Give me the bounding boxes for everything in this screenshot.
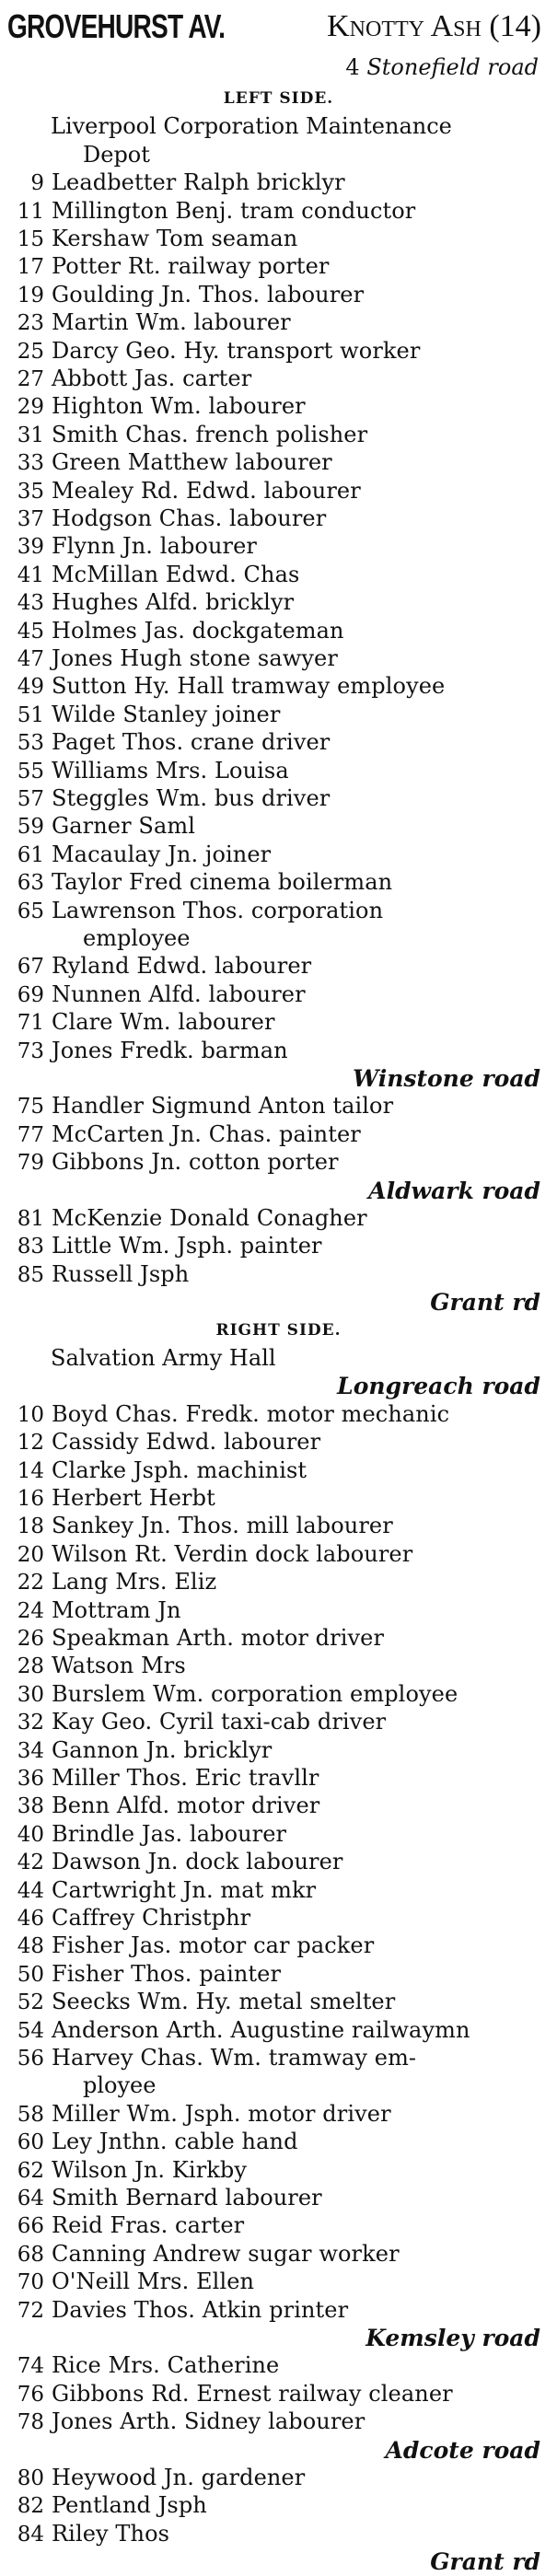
directory-entry <box>0 337 557 366</box>
directory-entry <box>0 2491 557 2520</box>
house-number: 80 <box>17 2466 44 2490</box>
resident-text: Riley Thos <box>52 2520 170 2547</box>
directory-entry <box>0 2100 557 2129</box>
house-number: 73 <box>17 1039 44 1063</box>
house-number: 76 <box>17 2382 44 2407</box>
resident-text: Garner Saml <box>52 813 195 840</box>
resident-text: Ryland Edwd. labourer <box>52 953 312 980</box>
resident-text: Taylor Fred cinema boilerman <box>52 869 393 896</box>
house-number: 47 <box>17 647 44 671</box>
directory-entry <box>0 1456 557 1485</box>
house-number: 82 <box>17 2494 44 2519</box>
resident-text: McMillan Edwd. Chas <box>52 561 300 587</box>
directory-entry <box>0 2296 557 2325</box>
resident-text: Martin Wm. labourer <box>52 309 291 336</box>
resident-text: Nunnen Alfd. labourer <box>52 981 306 1007</box>
district-name: Knotty Ash (14) <box>327 9 541 43</box>
house-number: 74 <box>17 2354 44 2379</box>
house-number: 30 <box>17 1682 44 1707</box>
resident-text: Flynn Jn. labourer <box>52 533 257 560</box>
resident-text: Clare Wm. labourer <box>52 1009 275 1036</box>
house-number: 43 <box>17 591 44 616</box>
house-number: 63 <box>17 871 44 896</box>
house-number: 27 <box>17 367 44 391</box>
house-number: 32 <box>17 1711 44 1735</box>
directory-entry <box>0 392 557 421</box>
house-number: 54 <box>17 2018 44 2043</box>
directory-entry <box>0 1876 557 1905</box>
house-number: 83 <box>17 1235 44 1259</box>
house-number: 79 <box>17 1151 44 1176</box>
resident-text: Burslem Wm. corporation employee <box>52 1680 458 1707</box>
cross-road: Longreach road <box>337 1373 540 1400</box>
house-number: 18 <box>17 1514 44 1539</box>
house-number: 39 <box>17 535 44 560</box>
directory-entry <box>0 952 557 981</box>
resident-text: Gannon Jn. bricklyr <box>52 1736 273 1763</box>
resident-text: Kershaw Tom seaman <box>52 226 298 251</box>
house-number: 44 <box>17 1878 44 1903</box>
directory-entry <box>0 644 557 673</box>
directory-entry <box>0 1400 557 1429</box>
resident-text: Watson Mrs <box>52 1653 186 1679</box>
house-number: 20 <box>17 1542 44 1567</box>
directory-entry <box>0 2211 557 2240</box>
house-number: 85 <box>17 1262 44 1287</box>
house-number: 62 <box>17 2158 44 2183</box>
house-number: 51 <box>17 702 44 727</box>
resident-text: Darcy Geo. Hy. transport worker <box>52 337 421 364</box>
house-number: 34 <box>17 1738 44 1763</box>
cross-road: Grant rd <box>430 1289 540 1317</box>
directory-entry <box>0 1708 557 1736</box>
resident-text: Wilde Stanley joiner <box>52 701 281 727</box>
resident-text: Steggles Wm. bus driver <box>52 785 331 811</box>
resident-text: Williams Mrs. Louisa <box>52 757 289 783</box>
house-number: 10 <box>17 1402 44 1427</box>
house-number: 64 <box>17 2187 44 2210</box>
house-number: 12 <box>17 1431 44 1456</box>
resident-text: Rice Mrs. Catherine <box>52 2352 280 2379</box>
directory-entry <box>0 2380 557 2408</box>
house-number: 75 <box>17 1095 44 1120</box>
house-number: 23 <box>17 311 44 336</box>
continuation-line: ployee <box>83 2072 157 2099</box>
resident-text: Caffrey Christphr <box>52 1905 251 1931</box>
house-number: 29 <box>17 395 44 420</box>
house-number: 57 <box>17 787 44 811</box>
left-side-label: LEFT SIDE. <box>223 89 334 108</box>
house-number: 19 <box>17 283 44 307</box>
continuation-line: Depot <box>83 141 150 168</box>
directory-entry <box>0 2184 557 2212</box>
house-number: 84 <box>17 2522 44 2547</box>
directory-entry <box>0 1680 557 1709</box>
directory-entry <box>0 868 557 897</box>
resident-text: Hughes Alfd. bricklyr <box>52 589 295 616</box>
cross-road: Grant rd <box>430 2548 540 2576</box>
resident-text: Smith Chas. french polisher <box>52 421 368 447</box>
resident-text: Brindle Jas. labourer <box>52 1820 287 1847</box>
house-number: 25 <box>17 339 44 364</box>
directory-entry <box>0 1120 557 1149</box>
cross-road: Winstone road <box>353 1065 540 1092</box>
directory-entry <box>0 588 557 617</box>
directory-entry <box>0 252 557 281</box>
directory-entry <box>0 448 557 477</box>
directory-entry <box>0 421 557 449</box>
resident-text: Lawrenson Thos. corporation <box>52 897 384 923</box>
house-number: 24 <box>17 1598 44 1623</box>
house-number: 52 <box>17 1990 44 2015</box>
resident-text: Kay Geo. Cyril taxi-cab driver <box>52 1709 387 1735</box>
resident-text: Macaulay Jn. joiner <box>52 841 272 867</box>
from-road-name: Stonefield road <box>366 54 539 80</box>
directory-entry <box>0 2268 557 2296</box>
house-number: 48 <box>17 1934 44 1959</box>
house-number: 56 <box>17 2047 44 2071</box>
house-number: 45 <box>17 619 44 644</box>
house-number: 17 <box>17 255 44 280</box>
resident-text: Jones Fredk. barman <box>52 1037 288 1063</box>
cross-road: Adcote road <box>385 2436 540 2464</box>
resident-text: Pentland Jsph <box>52 2492 207 2519</box>
resident-text: Wilson Jn. Kirkby <box>52 2156 248 2183</box>
street-header <box>7 7 551 52</box>
house-number: 59 <box>17 815 44 840</box>
directory-entry <box>0 1428 557 1456</box>
house-number: 68 <box>17 2242 44 2267</box>
resident-text: Sankey Jn. Thos. mill labourer <box>52 1513 393 1539</box>
house-number: 42 <box>17 1851 44 1875</box>
house-number: 38 <box>17 1794 44 1819</box>
directory-entry <box>0 812 557 841</box>
directory-entry <box>0 1232 557 1260</box>
directory-entry <box>0 1624 557 1653</box>
resident-text: Boyd Chas. Fredk. motor mechanic <box>52 1400 450 1427</box>
resident-text: Millington Benj. tram conductor <box>52 197 416 224</box>
house-number: 11 <box>17 199 44 224</box>
resident-text: Mottram Jn <box>52 1596 181 1623</box>
continuation-line: employee <box>83 925 191 951</box>
resident-text: Cartwright Jn. mat mkr <box>52 1876 317 1903</box>
directory-entry <box>0 2128 557 2156</box>
resident-text: Sutton Hy. Hall tramway employee <box>52 673 446 700</box>
resident-text: Fisher Jas. motor car packer <box>52 1932 375 1959</box>
directory-entry <box>0 1932 557 1960</box>
from-road-number: 4 <box>345 54 360 80</box>
resident-text: Little Wm. Jsph. painter <box>52 1233 322 1259</box>
directory-entry <box>0 757 557 785</box>
house-number: 15 <box>17 227 44 251</box>
directory-entry <box>0 672 557 701</box>
resident-text: Gibbons Rd. Ernest railway cleaner <box>52 2380 453 2407</box>
house-number: 41 <box>17 563 44 587</box>
house-number: 67 <box>17 955 44 980</box>
resident-text: Miller Thos. Eric travllr <box>52 1765 319 1791</box>
resident-text: Goulding Jn. Thos. labourer <box>52 281 365 307</box>
resident-text: O'Neill Mrs. Ellen <box>52 2269 255 2295</box>
street-name: GROVEHURST AV. <box>7 7 226 45</box>
resident-text: Jones Hugh stone sawyer <box>52 645 338 671</box>
directory-entry <box>0 1596 557 1625</box>
house-number: 60 <box>17 2130 44 2155</box>
house-number: 78 <box>17 2410 44 2435</box>
house-number: 46 <box>17 1907 44 1931</box>
directory-entry <box>0 2016 557 2045</box>
resident-text: McCarten Jn. Chas. painter <box>52 1120 361 1147</box>
directory-entry <box>0 1540 557 1569</box>
house-number: 37 <box>17 507 44 531</box>
directory-entry <box>0 281 557 309</box>
directory-entry <box>0 2520 557 2548</box>
resident-text: Wilson Rt. Verdin dock labourer <box>52 1540 413 1567</box>
directory-entry <box>0 784 557 813</box>
house-number: 65 <box>17 899 44 923</box>
directory-entry <box>0 1008 557 1037</box>
directory-entry <box>0 1484 557 1513</box>
house-number: 22 <box>17 1571 44 1595</box>
directory-entry <box>0 1204 557 1233</box>
resident-text: Paget Thos. crane driver <box>52 729 331 756</box>
house-number: 16 <box>17 1487 44 1511</box>
directory-entry <box>0 1820 557 1849</box>
resident-text: Smith Bernard labourer <box>52 2185 322 2210</box>
house-number: 53 <box>17 731 44 756</box>
directory-entry <box>0 1037 557 1065</box>
house-number: 9 <box>30 171 44 196</box>
from-road-line <box>0 53 557 82</box>
house-number: 58 <box>17 2102 44 2127</box>
cross-road: Aldwark road <box>368 1177 540 1204</box>
resident-text: Potter Rt. railway porter <box>52 253 330 280</box>
resident-text: Reid Fras. carter <box>52 2212 245 2239</box>
directory-entry <box>0 841 557 869</box>
house-number: 81 <box>17 1207 44 1231</box>
directory-entry <box>0 701 557 729</box>
resident-text: Hodgson Chas. labourer <box>52 505 327 531</box>
house-number: 69 <box>17 982 44 1007</box>
directory-entry <box>0 897 557 925</box>
resident-text: Mealey Rd. Edwd. labourer <box>52 477 361 504</box>
resident-text: Benn Alfd. motor driver <box>52 1793 320 1819</box>
house-number: 72 <box>17 2298 44 2323</box>
house-number: 26 <box>17 1627 44 1651</box>
building-name: Salvation Army Hall <box>51 1345 276 1371</box>
resident-text: Clarke Jsph. machinist <box>52 1456 308 1483</box>
cross-road: Kemsley road <box>366 2325 540 2351</box>
resident-text: Cassidy Edwd. labourer <box>52 1429 321 1456</box>
house-number: 31 <box>17 423 44 447</box>
directory-entry <box>0 308 557 337</box>
directory-entry <box>0 505 557 533</box>
house-number: 66 <box>17 2214 44 2239</box>
resident-text: Herbert Herbt <box>52 1485 215 1511</box>
resident-text: Highton Wm. labourer <box>52 393 306 420</box>
directory-entry <box>0 1512 557 1540</box>
directory-entry <box>0 1092 557 1120</box>
directory-entry <box>0 981 557 1009</box>
house-number: 40 <box>17 1822 44 1847</box>
directory-entry <box>0 477 557 505</box>
resident-text: Jones Arth. Sidney labourer <box>52 2408 366 2435</box>
house-number: 14 <box>17 1458 44 1483</box>
house-number: 50 <box>17 1962 44 1987</box>
resident-text: Abbott Jas. carter <box>52 366 252 391</box>
directory-entry <box>0 1568 557 1596</box>
house-number: 49 <box>17 675 44 700</box>
directory-entry <box>0 1764 557 1793</box>
directory-entry <box>0 1988 557 2016</box>
resident-text: Dawson Jn. dock labourer <box>52 1849 343 1875</box>
resident-text: Russell Jsph <box>52 1260 190 1287</box>
directory-entry <box>0 1148 557 1177</box>
house-number: 77 <box>17 1122 44 1147</box>
directory-entry <box>0 225 557 253</box>
resident-text: McKenzie Donald Conagher <box>52 1205 367 1231</box>
building-name: Liverpool Corporation Maintenance <box>51 113 452 140</box>
resident-text: Ley Jnthn. cable hand <box>52 2129 298 2155</box>
house-number: 61 <box>17 842 44 867</box>
directory-entry <box>0 617 557 645</box>
directory-entry <box>0 1260 557 1289</box>
house-number: 28 <box>17 1654 44 1679</box>
directory-entry <box>0 532 557 561</box>
house-number: 55 <box>17 759 44 783</box>
directory-entry <box>0 1736 557 1765</box>
resident-text: Heywood Jn. gardener <box>52 2465 306 2490</box>
resident-text: Speakman Arth. motor driver <box>52 1625 385 1651</box>
house-number: 36 <box>17 1767 44 1791</box>
directory-entry <box>0 1960 557 1989</box>
directory-entry <box>0 2408 557 2436</box>
house-number: 33 <box>17 451 44 476</box>
resident-text: Handler Sigmund Anton tailor <box>52 1093 394 1120</box>
directory-entry <box>0 168 557 197</box>
resident-text: Davies Thos. Atkin printer <box>52 2296 349 2323</box>
resident-text: Holmes Jas. dockgateman <box>52 617 344 644</box>
house-number: 35 <box>17 479 44 504</box>
resident-text: Miller Wm. Jsph. motor driver <box>52 2100 391 2127</box>
resident-text: Anderson Arth. Augustine railwaymn <box>52 2016 470 2043</box>
directory-entry <box>0 2351 557 2380</box>
directory-entry <box>0 1652 557 1680</box>
resident-text: Gibbons Jn. cotton porter <box>52 1149 339 1176</box>
directory-entry <box>0 1848 557 1876</box>
resident-text: Canning Andrew sugar worker <box>52 2240 400 2267</box>
directory-entry <box>0 2464 557 2492</box>
resident-text: Green Matthew labourer <box>52 449 332 476</box>
directory-entry <box>0 1792 557 1820</box>
directory-entry <box>0 2156 557 2185</box>
directory-entry <box>0 728 557 757</box>
directory-entry <box>0 2044 557 2072</box>
directory-entry <box>0 1904 557 1932</box>
right-side-label: RIGHT SIDE. <box>215 1320 342 1340</box>
house-number: 70 <box>17 2270 44 2295</box>
resident-text: Fisher Thos. painter <box>52 1960 282 1987</box>
directory-entry <box>0 365 557 393</box>
resident-text: Harvey Chas. Wm. tramway em- <box>52 2045 417 2071</box>
house-number: 71 <box>17 1011 44 1036</box>
directory-entry <box>0 561 557 589</box>
resident-text: Seecks Wm. Hy. metal smelter <box>52 1989 396 2015</box>
resident-text: Lang Mrs. Eliz <box>52 1569 217 1595</box>
directory-entry <box>0 197 557 226</box>
resident-text: Leadbetter Ralph bricklyr <box>52 169 345 196</box>
directory-entry <box>0 2240 557 2269</box>
